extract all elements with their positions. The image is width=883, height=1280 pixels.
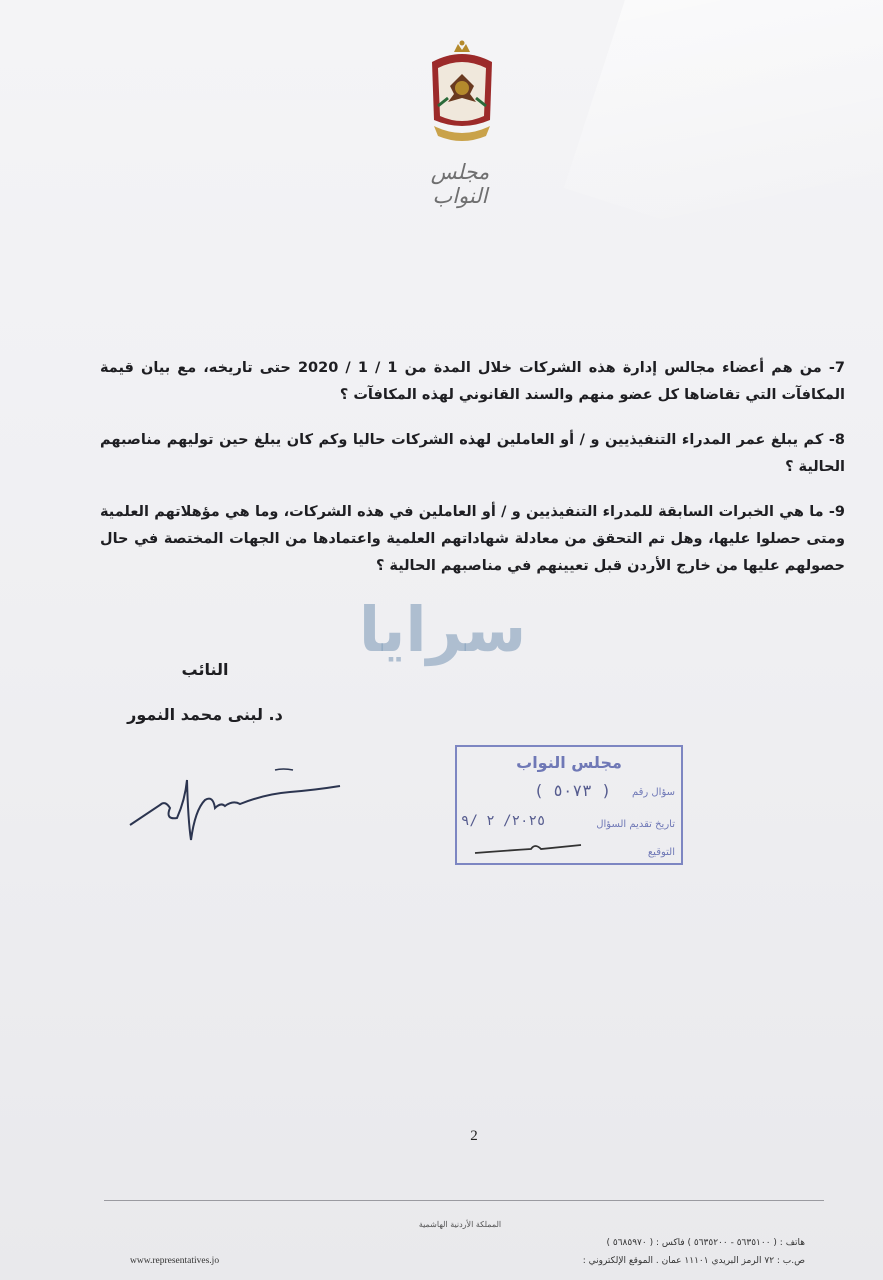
submission-stamp	[455, 745, 683, 865]
stamp-date-label: تاريخ تقديم السؤال	[596, 819, 675, 830]
signer-title: النائب	[181, 660, 229, 679]
page-number: 2	[470, 1128, 478, 1144]
footer-website-link[interactable]: www.representatives.jo	[130, 1256, 220, 1266]
question-7: 7- من هم أعضاء مجالس إدارة هذه الشركات خلال المدة من 1 / 1 / 2020 حتى تاريخه، مع بيان قيمة المكافآت التي تقاضاها كل عضو منهم والسند القانوني لهذه المكافآت ؟	[100, 359, 845, 403]
footer-contact: هاتف : ( ٥٦٣٥١٠٠ - ٥٦٣٥٢٠٠ ) فاكس : ( ٥٦٨٥٩٧٠ )	[606, 1238, 805, 1248]
paper-light-fold	[564, 0, 883, 318]
handwritten-signature	[125, 760, 350, 850]
council-logo-text: مجلس النواب	[430, 160, 490, 208]
stamp-date: ٢٠٢٥/ ٢ /٩	[461, 813, 546, 829]
footer-org: المملكة الأردنية الهاشمية	[418, 1220, 502, 1229]
watermark: سرايا	[358, 593, 527, 666]
signer-name: د. لبنى محمد النمور	[127, 705, 283, 724]
question-8: 8- كم يبلغ عمر المدراء التنفيذيين و / أو العاملين لهذه الشركات حاليا وكم كان يبلغ حين توليهم مناصبهم الحالية ؟	[100, 431, 845, 475]
stamp-signature-label: التوقيع	[647, 847, 675, 858]
question-9: 9- ما هي الخبرات السابقة للمدراء التنفيذيين و / أو العاملين في هذه الشركات، وما هي مؤهلاتهم العلمية ومتى حصلوا عليها، وهل تم التحقق من معادلة شهاداتهم العلمية واعتمادها من الجهات المختصة في حال حصولهم عليها من خارج الأردن قبل تعيينهم في مناصبهم الحالية ؟	[100, 503, 845, 574]
stamp-title: مجلس النواب	[516, 753, 622, 772]
royal-crest-icon	[424, 40, 500, 148]
stamp-signature	[471, 837, 601, 859]
stamp-number-label: سؤال رقم	[631, 787, 675, 798]
footer-divider	[104, 1200, 824, 1201]
stamp-number: ( ٥٠٧٣ )	[533, 781, 611, 800]
footer-address: ص.ب : ٧٢ الرمز البريدي ١١١٠١ عمان . الموقع الإلكتروني :	[582, 1256, 805, 1266]
